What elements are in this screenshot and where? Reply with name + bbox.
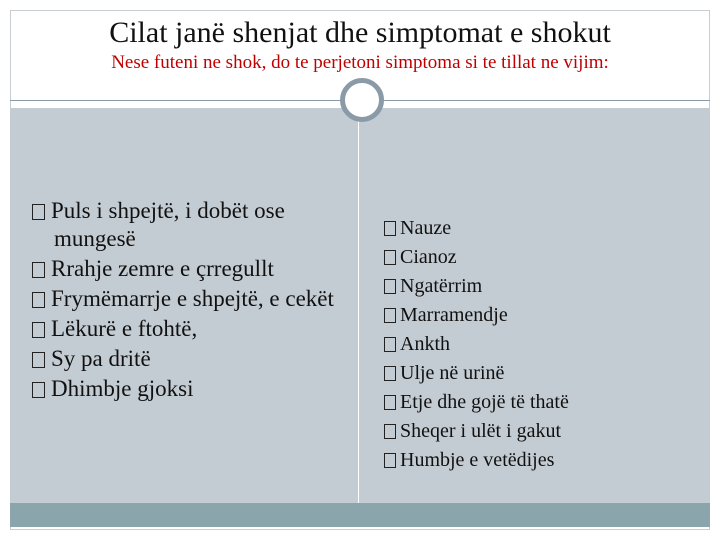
list-item: Nauze xyxy=(384,214,704,243)
slide-subtitle: Nese futeni ne shok, do te perjetoni simptoma si te tillat ne vijim: xyxy=(111,52,609,73)
column-divider xyxy=(358,108,359,503)
bullet-box-icon xyxy=(384,424,396,439)
bullet-box-icon xyxy=(32,322,45,338)
list-item: Ulje në urinë xyxy=(384,359,704,388)
bullet-box-icon xyxy=(384,308,396,323)
bullet-box-icon xyxy=(32,204,45,220)
footer-bar xyxy=(10,503,710,527)
bullet-box-icon xyxy=(384,279,396,294)
list-item: Dhimbje gjoksi xyxy=(32,375,342,403)
bullet-box-icon xyxy=(32,262,45,278)
slide-title: Cilat janë shenjat dhe simptomat e shokut xyxy=(109,16,611,49)
list-item: Frymëmarrje e shpejtë, e cekët xyxy=(32,285,342,313)
bullet-box-icon xyxy=(384,366,396,381)
list-item: Cianoz xyxy=(384,243,704,272)
bullet-box-icon xyxy=(384,453,396,468)
bullet-box-icon xyxy=(384,221,396,236)
list-item: Marramendje xyxy=(384,301,704,330)
list-item: Lëkurë e ftohtë, xyxy=(32,315,342,343)
bullet-box-icon xyxy=(384,395,396,410)
list-item: Ankth xyxy=(384,330,704,359)
list-item: Rrahje zemre e çrregullt xyxy=(32,255,342,283)
bullet-box-icon xyxy=(384,337,396,352)
left-symptom-list xyxy=(32,197,342,405)
list-item: Ngatërrim xyxy=(384,272,704,301)
list-item: Sy pa dritë xyxy=(32,345,342,373)
list-item: Etje dhe gojë të thatë xyxy=(384,388,704,417)
list-item: Puls i shpejtë, i dobët ose mungesë xyxy=(32,197,342,253)
bullet-box-icon xyxy=(32,352,45,368)
list-item: Sheqer i ulët i gakut xyxy=(384,417,704,446)
bullet-box-icon xyxy=(32,292,45,308)
right-symptom-list xyxy=(384,214,704,475)
list-item: Humbje e vetëdijes xyxy=(384,446,704,475)
circle-ornament-icon xyxy=(340,78,384,122)
bullet-box-icon xyxy=(32,382,45,398)
bullet-box-icon xyxy=(384,250,396,265)
